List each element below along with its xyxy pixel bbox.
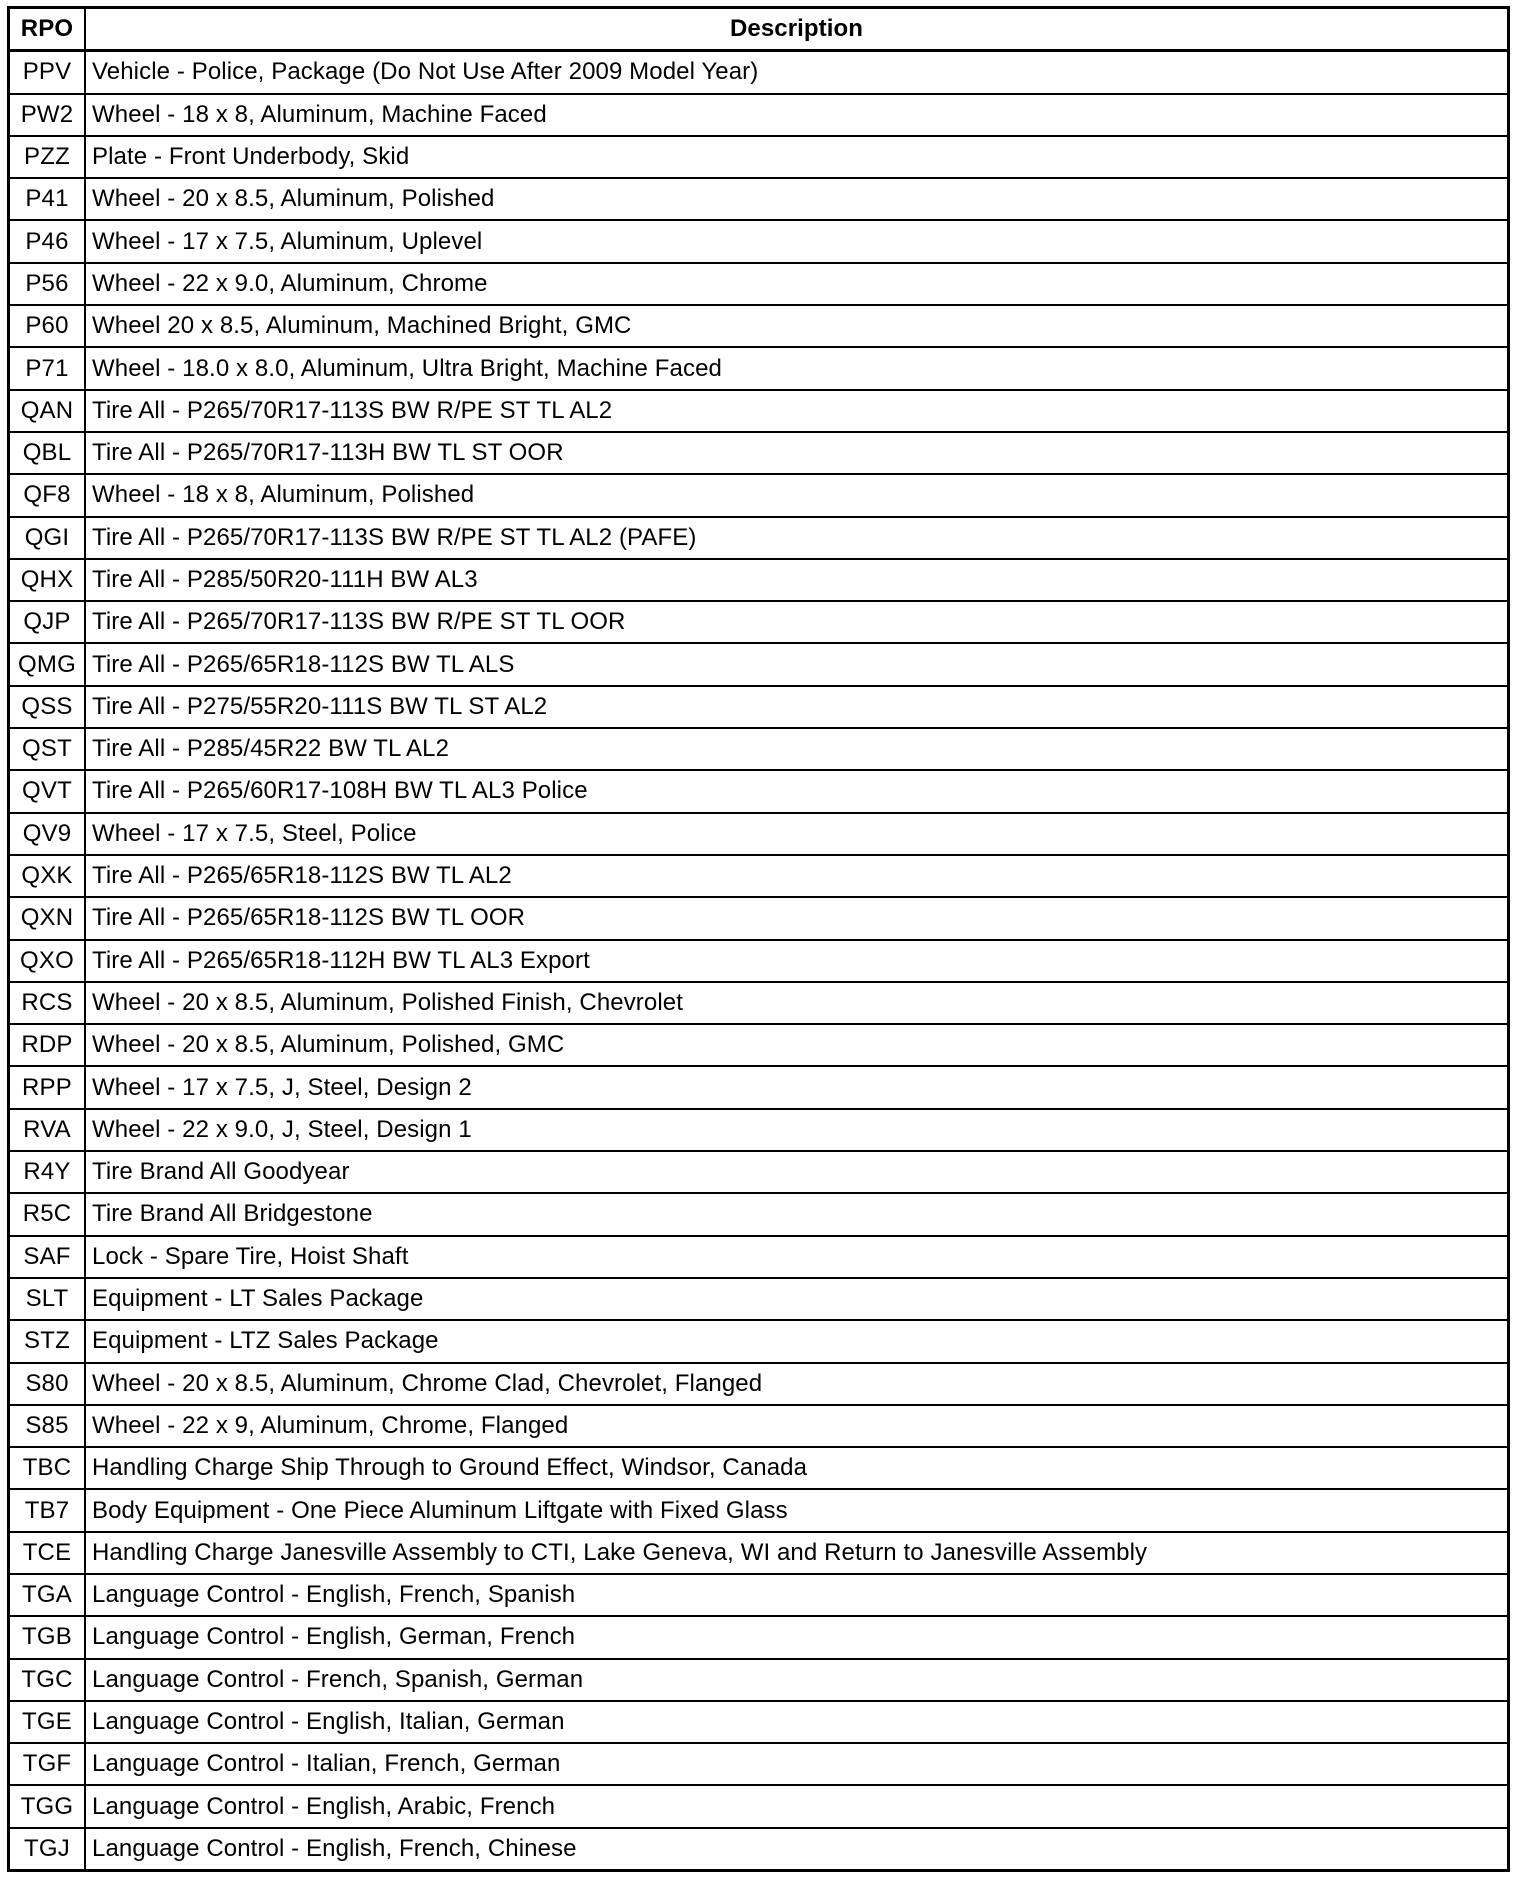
rpo-description: Wheel - 20 x 8.5, Aluminum, Chrome Clad, Chevrolet, Flanged: [92, 1369, 763, 1397]
rpo-code: RPP: [10, 1067, 86, 1107]
rpo-description: Wheel - 20 x 8.5, Aluminum, Polished: [92, 185, 495, 213]
rpo-code: TGJ: [10, 1829, 86, 1869]
rpo-description: Equipment - LT Sales Package: [92, 1285, 424, 1313]
rpo-code: QVT: [10, 771, 86, 811]
rpo-description: Tire All - P265/65R18-112S BW TL ALS: [92, 650, 515, 678]
rpo-code: TGB: [10, 1617, 86, 1657]
rpo-code: STZ: [10, 1321, 86, 1361]
table-row: [10, 1279, 1507, 1321]
rpo-code: QSS: [10, 687, 86, 727]
table-row: [10, 348, 1507, 390]
rpo-description: Wheel - 18 x 8, Aluminum, Polished: [92, 481, 475, 509]
table-row: [10, 1237, 1507, 1279]
rpo-code: SLT: [10, 1279, 86, 1319]
table-row: [10, 221, 1507, 263]
rpo-code: RVA: [10, 1110, 86, 1150]
table-row: [10, 433, 1507, 475]
table-row: [10, 95, 1507, 137]
table-row: [10, 771, 1507, 813]
rpo-description: Lock - Spare Tire, Hoist Shaft: [92, 1242, 409, 1270]
rpo-description: Vehicle - Police, Package (Do Not Use After 2009 Model Year): [92, 58, 759, 86]
rpo-description: Wheel 20 x 8.5, Aluminum, Machined Bright, GMC: [92, 312, 632, 340]
rpo-code: QGI: [10, 518, 86, 558]
rpo-description: Wheel - 18 x 8, Aluminum, Machine Faced: [92, 100, 547, 128]
rpo-description: Tire All - P265/65R18-112S BW TL AL2: [92, 862, 512, 890]
rpo-description: Tire All - P265/70R17-113H BW TL ST OOR: [92, 439, 564, 467]
rpo-code: QXN: [10, 898, 86, 938]
rpo-description: Tire All - P285/50R20-111H BW AL3: [92, 566, 478, 593]
table-row: [10, 729, 1507, 771]
table-row: [10, 1829, 1507, 1869]
rpo-code: P46: [10, 221, 86, 261]
rpo-description: Wheel - 20 x 8.5, Aluminum, Polished, GMC: [92, 1031, 565, 1059]
rpo-description: Body Equipment - One Piece Aluminum Liftgate with Fixed Glass: [92, 1496, 788, 1524]
rpo-description: Tire All - P265/65R18-112S BW TL OOR: [92, 904, 526, 932]
rpo-description: Wheel - 17 x 7.5, Steel, Police: [92, 819, 417, 847]
table-header-row: [10, 9, 1507, 52]
table-row: [10, 983, 1507, 1025]
table-row: [10, 1406, 1507, 1448]
rpo-column-header: RPO: [10, 9, 86, 49]
rpo-table: [7, 6, 1510, 1872]
rpo-code: TB7: [10, 1490, 86, 1530]
table-row: [10, 306, 1507, 348]
rpo-description: Wheel - 17 x 7.5, J, Steel, Design 2: [92, 1073, 472, 1101]
table-row: [10, 391, 1507, 433]
rpo-code: QXK: [10, 856, 86, 896]
rpo-description: Equipment - LTZ Sales Package: [92, 1327, 439, 1355]
rpo-code: P41: [10, 179, 86, 219]
table-row: [10, 1321, 1507, 1363]
rpo-description: Language Control - English, Italian, German: [92, 1708, 565, 1736]
rpo-description: Wheel - 22 x 9, Aluminum, Chrome, Flanged: [92, 1411, 569, 1439]
rpo-code: TGA: [10, 1575, 86, 1615]
rpo-description: Plate - Front Underbody, Skid: [92, 143, 410, 171]
rpo-code: TCE: [10, 1533, 86, 1573]
rpo-code: QF8: [10, 475, 86, 515]
rpo-code: QBL: [10, 433, 86, 473]
rpo-code: TGG: [10, 1786, 86, 1826]
table-row: [10, 1575, 1507, 1617]
rpo-description: Tire All - P265/65R18-112H BW TL AL3 Export: [92, 946, 590, 974]
rpo-code: P60: [10, 306, 86, 346]
table-row: [10, 1533, 1507, 1575]
rpo-code: R4Y: [10, 1152, 86, 1192]
rpo-description: Tire All - P265/70R17-113S BW R/PE ST TL AL2: [92, 396, 613, 424]
rpo-code: TGC: [10, 1660, 86, 1700]
table-row: [10, 687, 1507, 729]
rpo-code: QAN: [10, 391, 86, 431]
table-row: [10, 814, 1507, 856]
table-row: [10, 1490, 1507, 1532]
rpo-code: S80: [10, 1364, 86, 1404]
table-row: [10, 1744, 1507, 1786]
rpo-code: RDP: [10, 1025, 86, 1065]
table-row: [10, 518, 1507, 560]
table-row: [10, 179, 1507, 221]
rpo-description: Language Control - English, French, Chinese: [92, 1834, 577, 1862]
rpo-description: Handling Charge Ship Through to Ground Effect, Windsor, Canada: [92, 1454, 808, 1482]
rpo-code: S85: [10, 1406, 86, 1446]
table-row: [10, 1194, 1507, 1236]
rpo-code: QHX: [10, 560, 86, 600]
table-row: [10, 264, 1507, 306]
table-row: [10, 137, 1507, 179]
rpo-description: Tire All - P265/60R17-108H BW TL AL3 Police: [92, 777, 588, 805]
rpo-description: Wheel - 18.0 x 8.0, Aluminum, Ultra Bright, Machine Faced: [92, 354, 722, 382]
description-column-header: Description: [729, 15, 864, 43]
rpo-description: Language Control - English, Arabic, French: [92, 1792, 556, 1820]
rpo-code: PW2: [10, 95, 86, 135]
rpo-code: QV9: [10, 814, 86, 854]
rpo-code: QST: [10, 729, 86, 769]
table-row: [10, 1660, 1507, 1702]
table-row: [10, 1152, 1507, 1194]
rpo-code: TBC: [10, 1448, 86, 1488]
rpo-code: R5C: [10, 1194, 86, 1234]
rpo-code: QMG: [10, 644, 86, 684]
rpo-description: Language Control - English, French, Spanish: [92, 1581, 576, 1609]
table-row: [10, 1617, 1507, 1659]
rpo-code: QJP: [10, 602, 86, 642]
table-row: [10, 475, 1507, 517]
rpo-description: Language Control - French, Spanish, German: [92, 1665, 584, 1693]
rpo-code: RCS: [10, 983, 86, 1023]
rpo-description: Wheel - 22 x 9.0, J, Steel, Design 1: [92, 1115, 472, 1143]
table-row: [10, 1786, 1507, 1828]
table-row: [10, 1364, 1507, 1406]
table-row: [10, 644, 1507, 686]
table-row: [10, 1702, 1507, 1744]
rpo-description: Handling Charge Janesville Assembly to CTI, Lake Geneva, WI and Return to Janesville Assembly: [92, 1538, 1148, 1566]
table-row: [10, 1110, 1507, 1152]
table-row: [10, 856, 1507, 898]
table-row: [10, 1067, 1507, 1109]
rpo-code: P71: [10, 348, 86, 388]
rpo-code: P56: [10, 264, 86, 304]
rpo-description: Wheel - 17 x 7.5, Aluminum, Uplevel: [92, 227, 483, 255]
rpo-code: SAF: [10, 1237, 86, 1277]
rpo-code: PPV: [10, 52, 86, 92]
table-row: [10, 898, 1507, 940]
table-row: [10, 52, 1507, 94]
table-row: [10, 941, 1507, 983]
rpo-description: Language Control - Italian, French, German: [92, 1750, 561, 1778]
rpo-description: Language Control - English, German, French: [92, 1623, 576, 1651]
table-row: [10, 1025, 1507, 1067]
rpo-description: Tire All - P285/45R22 BW TL AL2: [92, 735, 450, 763]
rpo-code: TGF: [10, 1744, 86, 1784]
rpo-code: TGE: [10, 1702, 86, 1742]
table-row: [10, 1448, 1507, 1490]
rpo-description: Wheel - 22 x 9.0, Aluminum, Chrome: [92, 269, 488, 297]
rpo-description: Tire Brand All Bridgestone: [92, 1200, 373, 1228]
rpo-code: QXO: [10, 941, 86, 981]
rpo-description: Tire All - P265/70R17-113S BW R/PE ST TL OOR: [92, 608, 626, 636]
rpo-code: PZZ: [10, 137, 86, 177]
table-row: [10, 602, 1507, 644]
table-row: [10, 560, 1507, 602]
rpo-description: Wheel - 20 x 8.5, Aluminum, Polished Finish, Chevrolet: [92, 988, 683, 1016]
rpo-description: Tire Brand All Goodyear: [92, 1158, 350, 1186]
rpo-description: Tire All - P275/55R20-111S BW TL ST AL2: [92, 692, 548, 720]
rpo-description: Tire All - P265/70R17-113S BW R/PE ST TL AL2 (PAFE): [92, 523, 697, 551]
